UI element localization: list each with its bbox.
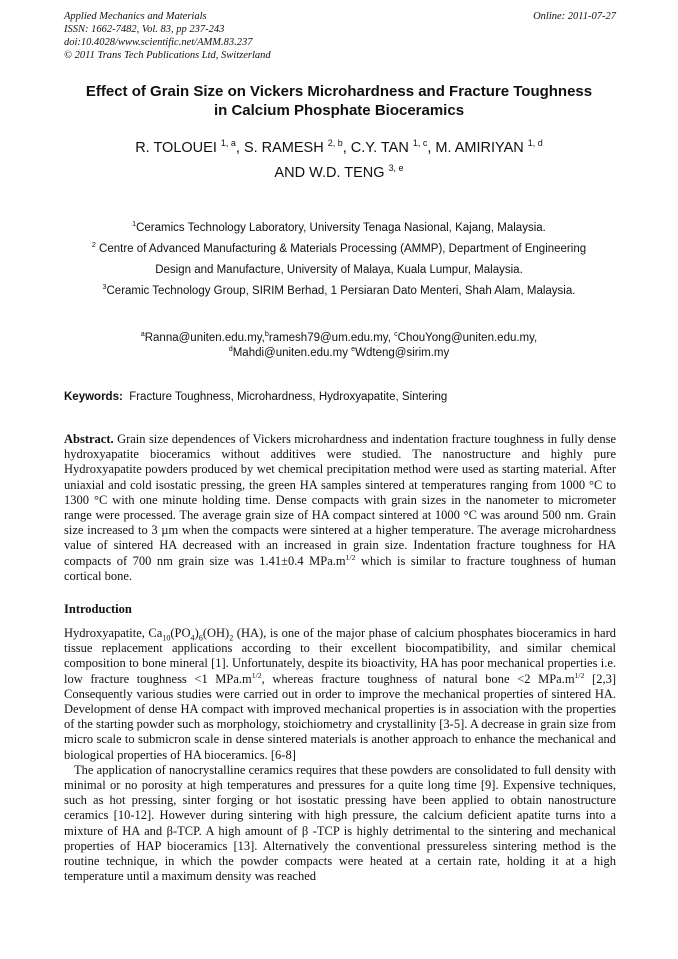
author-name: R. TOLOUEI [135, 140, 217, 156]
authors-line-2 [40, 161, 638, 186]
affiliation-text: Centre of Advanced Manufacturing & Materials Processing (AMMP), Department of Engineering [99, 243, 587, 255]
email-marker: d [228, 345, 233, 354]
abstract [64, 432, 616, 584]
affiliations [40, 218, 638, 302]
copyright: © 2011 Trans Tech Publications Ltd, Switzerland [64, 50, 271, 61]
intro-paragraph-2: The application of nanocrystalline ceramics requires that these powders are consolidated to full density with minimal or no porosity at high temperatures and pressures for a quite long time [9]. Expensive techniques, such as hot pressing, sinter forging or hot isostatic pressing have been applied to obtain nanostructure ceramics [10-12]. However during sintering with high pressure, the calcium deficient apatite turns into a mixture of HA and β-TCP. A high amount of β -TCP is highly detrimental to the sintering and mechanical properties of HAP bioceramics [13]. Alternatively the conventional pressureless sintering method is the routine technique, in which the powder compacts were heated at a certain rate, holding it at a high temperature until a maximum density was reached [64, 762, 616, 884]
affiliation-text: Ceramics Technology Laboratory, University Tenaga Nasional, Kajang, Malaysia. [136, 222, 546, 234]
author-affil-sup: 1, c [412, 138, 428, 149]
email-marker: a [140, 330, 145, 339]
abstract-text-end: which is similar to fracture toughness of human cortical bone. [64, 553, 616, 583]
author-affil-sup: 3, e [388, 163, 404, 174]
subscript: 6 [198, 633, 203, 643]
text: , whereas fracture toughness of natural bone <2 MPa.m [261, 671, 575, 686]
email-link[interactable]: ChouYong@uniten.edu.my, [397, 332, 538, 344]
keywords-text: Fracture Toughness, Microhardness, Hydroxyapatite, Sintering [129, 391, 448, 403]
superscript: 1/2 [251, 670, 262, 680]
author-name: S. RAMESH [243, 140, 324, 156]
author-affil-sup: 1, d [527, 138, 543, 149]
affiliation-number: 2 [91, 241, 96, 250]
text: (HA), is one of the major phase of calcium phosphates bioceramics in hard tissue replacement applications according to their excellent biocompatibility, and similar chemical composition to bone mineral [1]. Unfortunately, despite its bioactivity, HA has poor mechanical properties i.e. low fracture toughness <1 MPa.m [64, 626, 616, 686]
affiliation-3 [40, 281, 638, 302]
email-marker: c [394, 330, 398, 339]
intro-paragraph-1 [64, 626, 616, 763]
email-link[interactable]: Wdteng@sirim.my [355, 347, 450, 359]
keywords [64, 390, 616, 405]
text: (OH) [202, 626, 230, 640]
journal-name: Applied Mechanics and Materials [64, 11, 207, 22]
subscript: 2 [229, 633, 234, 643]
email-link[interactable]: Mahdi@uniten.edu.my [232, 347, 348, 359]
affiliation-number: 3 [102, 283, 107, 292]
issn: ISSN: 1662-7482, Vol. 83, pp 237-243 [64, 24, 225, 35]
text: [2,3] Consequently various studies were carried out in order to improve the mechanical properties of sintered HA. Development of dense HA compact with improved mechanical properties is in association with the properties of the starting powder such as morphology, stoichiometry and crystallinity [3-5]. A decrease in grain size from micro scale to submicron scale in dense sintered materials is another approach to enhance the mechanical and biological properties of HA bioceramics. [6-8] [64, 671, 616, 762]
author-affil-sup: 2, b [327, 138, 343, 149]
affiliation-1 [40, 218, 638, 239]
email-link[interactable]: Ranna@uniten.edu.my, [144, 332, 265, 344]
author-affil-sup: 1, a [220, 138, 236, 149]
email-marker: b [264, 330, 269, 339]
text: (PO [170, 626, 191, 640]
authors-line-1: R. TOLOUEI $^{1, a}$, S. RAMESH $^{2, b}$, C.Y. TAN $^{1, c}$, M. AMIRIYAN $^{1, d}$ [135, 138, 543, 156]
author-list [40, 136, 638, 186]
section-heading-introduction: Introduction [64, 602, 132, 616]
subscript: 10 [162, 633, 171, 643]
title-line-2: in Calcium Phosphate Bioceramics [213, 102, 465, 119]
paper-title [40, 82, 638, 120]
emails-line-1 [40, 331, 638, 346]
email-marker: e [351, 345, 356, 354]
affiliation-2-cont: Design and Manufacture, University of Malaya, Kuala Lumpur, Malaysia. [155, 264, 523, 276]
abstract-text: Grain size dependences of Vickers microhardness and indentation fracture toughness in fully dense hydroxyapatite bioceramics without additives were studied. The nanostructure and highly pure Hydroxyapatite powders produced by wet chemical precipitation method were used as starting material. After uniaxial and cold isostatic pressing, the green HA samples sintered at temperatures ranging from 1000 °C to 1300 °C with one minute holding time. Dense compacts with grain sizes in the nanometer to micrometer range were processed. The average grain size of HA compact sintered at 1000 °C was around 500 nm. Grain size increased to 3 µm when the compacts were sintered at a higher temperature. The average microhardness value of sintered HA decreased with an increased in grain size. Indentation fracture toughness for HA compacts of 700 nm grain size was 1.41±0.4 MPa.m [64, 432, 616, 568]
email-link[interactable]: ramesh79@um.edu.my, [268, 332, 391, 344]
author-name: M. AMIRIYAN [435, 140, 524, 156]
online-date: Online: 2011-07-27 [533, 11, 616, 22]
superscript: 1/2 [574, 670, 585, 680]
author-name: C.Y. TAN [350, 140, 409, 156]
introduction-body [64, 626, 616, 884]
keywords-label: Keywords: [64, 391, 123, 403]
abstract-label: Abstract. [64, 432, 114, 446]
text: ) [194, 626, 199, 640]
emails-line-2 [40, 346, 638, 361]
superscript: 1/2 [345, 552, 356, 562]
emails [40, 331, 638, 361]
text: Hydroxyapatite, Ca [64, 626, 163, 640]
affiliation-number: 1 [132, 220, 137, 229]
subscript: 4 [190, 633, 195, 643]
affiliation-text: Ceramic Technology Group, SIRIM Berhad, 1 Persiaran Dato Menteri, Shah Alam, Malaysia. [106, 285, 576, 297]
affiliation-2 [40, 239, 638, 260]
journal-header [64, 10, 616, 62]
doi: doi:10.4028/www.scientific.net/AMM.83.237 [64, 37, 253, 48]
author-name: AND W.D. TENG [274, 165, 385, 181]
title-line-1: Effect of Grain Size on Vickers Microhardness and Fracture Toughness [85, 83, 593, 100]
